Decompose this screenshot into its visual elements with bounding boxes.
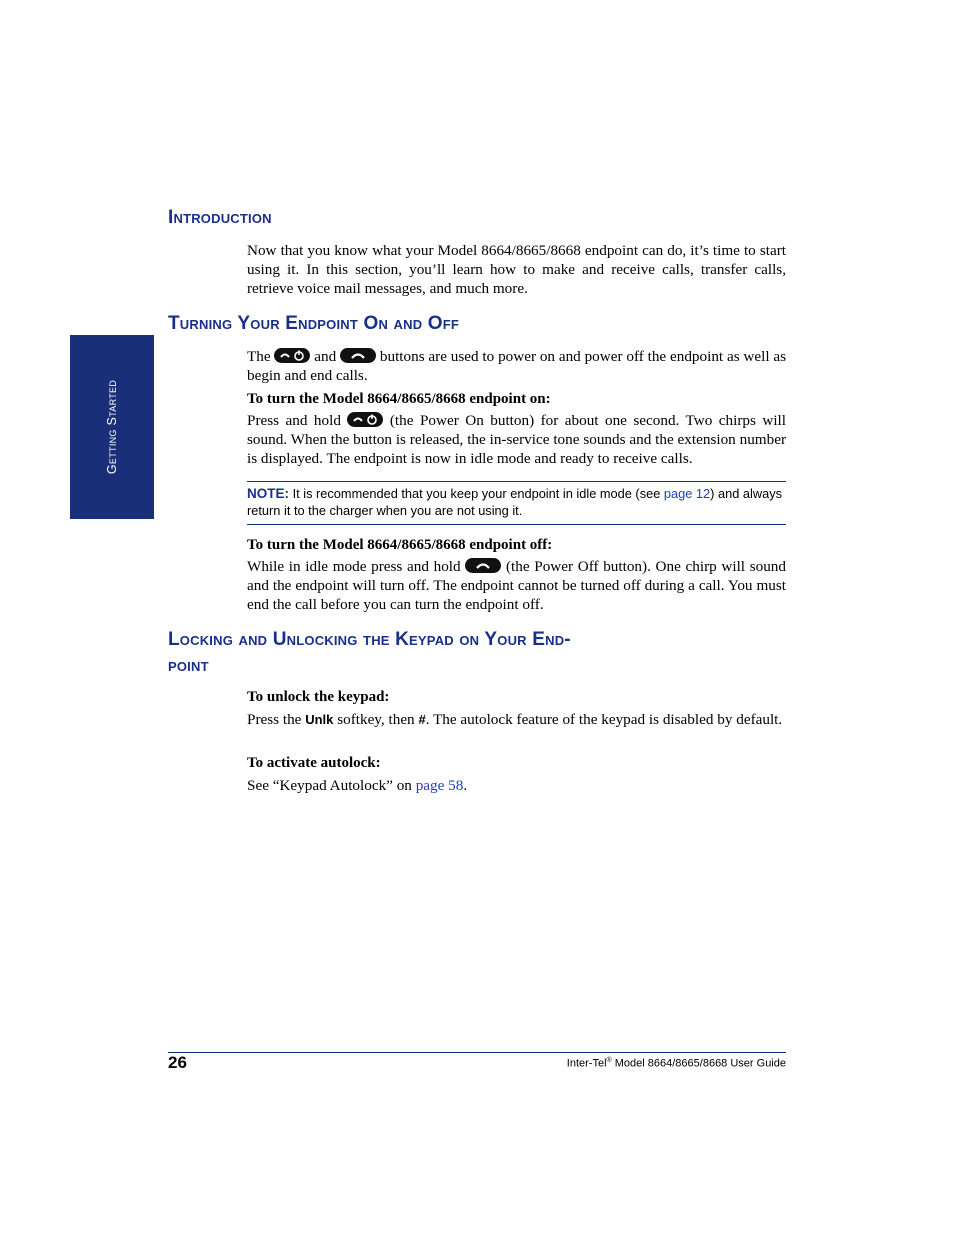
intro-paragraph: Now that you know what your Model 8664/8665/8668 endpoint can do, it’s time to start using it. In this section, you’ll learn how to make and receive calls, transfer calls, retrieve voice mail messages, and much more.	[247, 242, 786, 297]
autolock-paragraph	[247, 776, 786, 795]
heading-locking-line1: Locking and Unlocking the Keypad on Your End-	[168, 629, 571, 650]
phone-power-on-icon	[274, 348, 310, 363]
power-buttons-paragraph	[247, 347, 786, 385]
text-fragment: While in idle mode press and hold	[247, 558, 461, 575]
note-label: NOTE:	[247, 486, 289, 501]
turn-on-paragraph	[247, 411, 786, 468]
unlock-heading: To unlock the keypad:	[247, 689, 390, 705]
phone-power-on-icon	[347, 412, 383, 427]
footer-brand: Inter-Tel	[566, 1057, 607, 1070]
text-fragment: (the Power Off button). One chirp will sound and the endpoint will turn off. The endpoint cannot be turned off during a call. You must end the call before you can turn the endpoint off.	[247, 558, 786, 613]
autolock-heading: To activate autolock:	[247, 755, 381, 771]
footer-guide-title	[567, 1054, 786, 1071]
turn-on-heading: To turn the Model 8664/8665/8668 endpoint on:	[247, 391, 551, 407]
phone-power-off-icon	[465, 558, 501, 573]
registered-mark: ®	[606, 1057, 612, 1064]
text-fragment: buttons are used to power on and power off the endpoint as well as begin and end calls.	[247, 348, 787, 384]
note-text: It is recommended that you keep your endpoint in idle mode (see	[292, 486, 661, 501]
page-number: 26	[168, 1053, 187, 1072]
heading-turning-on-off: Turning Your Endpoint On and Off	[168, 313, 460, 334]
text-fragment: softkey, then	[337, 711, 415, 728]
autolock-page-link[interactable]: page 58	[415, 777, 464, 794]
text-fragment: and	[314, 348, 337, 365]
text-fragment: .	[463, 777, 468, 794]
text-fragment: The	[247, 348, 271, 365]
note-text-end: ) and always return it to the charger when you are not using it.	[247, 486, 783, 518]
unlock-paragraph	[247, 710, 786, 729]
text-fragment: . The autolock feature of the keypad is disabled by default.	[425, 711, 783, 728]
heading-locking-line2: point	[168, 655, 209, 676]
side-tab-label-wrap	[70, 335, 154, 519]
text-fragment: Press the	[247, 711, 302, 728]
note-box	[247, 481, 786, 525]
hash-key-label: #	[418, 712, 426, 727]
text-fragment: Press and hold	[247, 412, 341, 429]
heading-introduction: Introduction	[168, 207, 272, 228]
phone-power-off-icon	[340, 348, 376, 363]
footer-rule	[168, 1052, 786, 1053]
turn-off-paragraph	[247, 557, 786, 614]
note-page-link[interactable]: page 12	[663, 486, 711, 501]
text-fragment: (the Power On button) for about one second. Two chirps will sound. When the button is released, the in-service tone sounds and the extension number is displayed. The endpoint is now in idle mode and ready to receive calls.	[247, 412, 786, 467]
text-fragment: See “Keypad Autolock” on	[247, 777, 412, 794]
side-tab-label: Getting Started	[105, 379, 120, 475]
unlk-softkey-label: Unlk	[305, 712, 334, 727]
footer-title-text: Model 8664/8665/8668 User Guide	[611, 1057, 786, 1070]
turn-off-heading: To turn the Model 8664/8665/8668 endpoint off:	[247, 537, 553, 553]
